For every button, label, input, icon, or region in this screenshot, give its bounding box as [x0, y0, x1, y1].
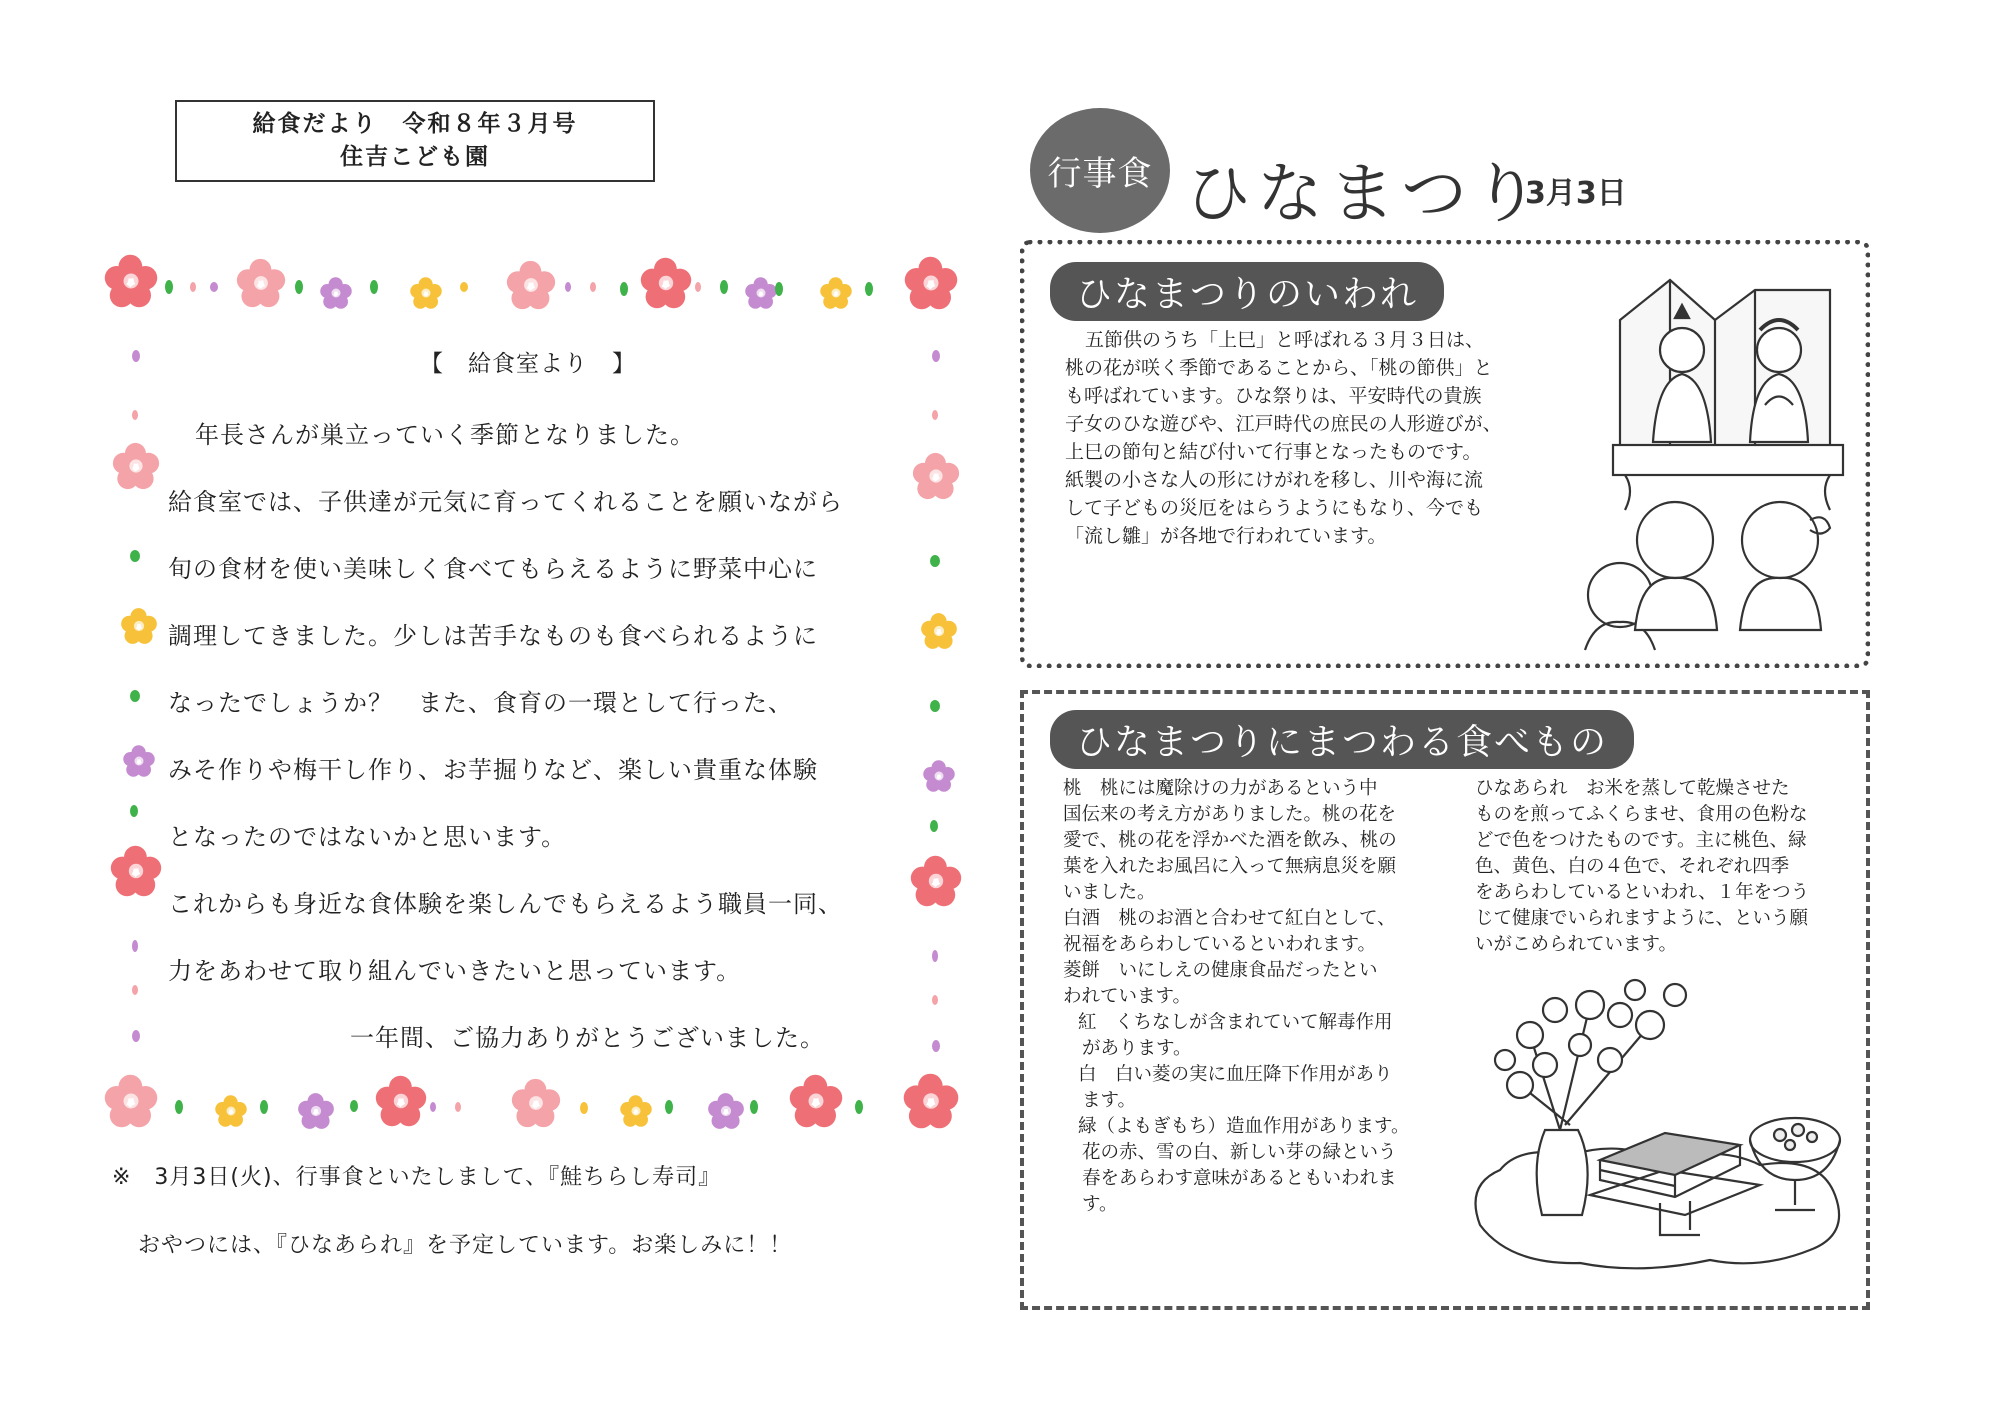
flower-decoration	[904, 1074, 959, 1129]
flower-decoration	[620, 1095, 652, 1127]
newsletter-title: 給食だより 令和８年３月号	[252, 111, 578, 137]
letter-line: 力をあわせて取り組んでいきたいと思っています。	[168, 957, 742, 985]
flower-decoration	[298, 1093, 334, 1129]
food-line: 春をあらわす意味があるともいわれま	[1082, 1168, 1397, 1189]
dot-decoration	[865, 282, 873, 296]
letter-line: 調理してきました。少しは苦手なものも食べられるように	[168, 622, 818, 650]
dot-decoration	[165, 280, 173, 294]
food-line: ひなあられ お米を蒸して乾燥させた	[1475, 778, 1790, 799]
flower-decoration	[913, 453, 959, 499]
flower-decoration	[641, 258, 691, 308]
origin-line: して子どもの災厄をはらうようにもなり、今でも	[1065, 497, 1484, 519]
food-line: 桃 桃には魔除けの力があるという中	[1063, 778, 1378, 799]
flower-decoration	[507, 261, 555, 309]
flower-decoration	[410, 277, 442, 309]
flower-decoration	[237, 259, 285, 307]
dot-decoration	[932, 350, 940, 362]
flower-decoration	[121, 608, 157, 644]
food-line: どで色をつけたものです。主に桃色、緑	[1475, 830, 1807, 851]
flower-decoration	[512, 1079, 560, 1127]
flower-decoration	[708, 1093, 744, 1129]
dot-decoration	[565, 282, 571, 292]
flower-decoration	[113, 443, 159, 489]
dot-decoration	[130, 805, 138, 817]
dot-decoration	[132, 350, 140, 362]
food-line: 祝福をあらわしているといわれます。	[1063, 934, 1377, 955]
dot-decoration	[132, 985, 138, 995]
dot-decoration	[132, 1030, 140, 1042]
origin-line: 桃の花が咲く季節であることから、「桃の節供」と	[1065, 357, 1493, 379]
flower-decoration	[215, 1095, 247, 1127]
dot-decoration	[932, 950, 938, 962]
dot-decoration	[370, 280, 378, 294]
dot-decoration	[132, 410, 138, 420]
flower-decoration	[105, 255, 158, 308]
flower-decoration	[376, 1076, 426, 1126]
food-line: 白 白い菱の実に血圧降下作用があり	[1078, 1064, 1393, 1085]
event-title: ひなまつり	[1185, 155, 1545, 232]
dot-decoration	[932, 1040, 940, 1052]
hinamatsuri-foods-illustration	[1460, 965, 1850, 1285]
food-line: 緑（よもぎもち）造血作用があります。	[1078, 1116, 1410, 1137]
letter-line: となったのではないかと思います。	[168, 823, 567, 851]
dot-decoration	[130, 550, 140, 562]
event-date: 3月3日	[1525, 176, 1627, 211]
letter-line: 年長さんが巣立っていく季節となりました。	[195, 421, 695, 449]
origin-line: も呼ばれています。ひな祭りは、平安時代の貴族	[1065, 385, 1482, 407]
food-line: ものを煎ってふくらませ、食用の色粉な	[1475, 804, 1808, 825]
school-name: 住吉こども園	[340, 144, 490, 170]
flower-decoration	[745, 277, 777, 309]
letter-line: なったでしょうか？ また、食育の一環として行った、	[168, 689, 793, 717]
dot-decoration	[695, 282, 701, 292]
flower-decoration	[123, 745, 155, 777]
food-line: 菱餅 いにしえの健康食品だったとい	[1063, 960, 1378, 981]
food-line: 紅 くちなしが含まれていて解毒作用	[1078, 1012, 1393, 1033]
dot-decoration	[460, 282, 468, 292]
notice-line-2: おやつには、『ひなあられ』を予定しています。お楽しみに！！	[138, 1233, 793, 1258]
origin-line: 「流し雛」が各地で行われています。	[1065, 525, 1387, 547]
letter-closing: 一年間、ご協力ありがとうございました。	[350, 1024, 825, 1052]
flower-decoration	[905, 257, 958, 310]
dot-decoration	[620, 282, 628, 296]
dot-decoration	[260, 1100, 268, 1114]
dot-decoration	[130, 690, 140, 702]
dot-decoration	[720, 280, 728, 294]
food-line: 花の赤、雪の白、新しい芽の緑という	[1082, 1142, 1397, 1163]
origin-line: 子女のひな遊びや、江戸時代の庶民の人形遊びが、	[1065, 413, 1502, 435]
foods-heading: ひなまつりにまつわる食べもの	[1050, 710, 1634, 769]
flower-decoration	[921, 613, 957, 649]
food-line: 白酒 桃のお酒と合わせて紅白として、	[1063, 908, 1396, 929]
hina-dolls-illustration	[1435, 270, 1855, 655]
dot-decoration	[430, 1102, 436, 1112]
food-line: 葉を入れたお風呂に入って無病息災を願	[1063, 856, 1397, 877]
dot-decoration	[665, 1100, 673, 1114]
origin-line: 上巳の節句と結び付いて行事となったものです。	[1065, 441, 1482, 463]
food-line: いがこめられています。	[1475, 934, 1678, 955]
dot-decoration	[580, 1102, 588, 1114]
origin-line: 五節供のうち「上巳」と呼ばれる３月３日は、	[1085, 329, 1485, 351]
food-line: 愛で、桃の花を浮かべた酒を飲み、桃の	[1063, 830, 1397, 851]
letter-line: 旬の食材を使い美味しく食べてもらえるように野菜中心に	[168, 555, 818, 583]
letter-heading: 【 給食室より 】	[420, 351, 636, 377]
food-line: があります。	[1082, 1038, 1192, 1059]
letter-line: これからも身近な食体験を楽しんでもらえるよう職員一同、	[168, 890, 843, 918]
origin-line: 紙製の小さな人の形にけがれを移し、川や海に流	[1065, 469, 1484, 491]
dot-decoration	[210, 282, 218, 292]
flower-decoration	[790, 1075, 843, 1128]
dot-decoration	[295, 280, 303, 294]
flower-decoration	[111, 846, 161, 896]
food-line: す。	[1082, 1194, 1118, 1215]
food-line: 国伝来の考え方がありました。桃の花を	[1063, 804, 1397, 825]
dot-decoration	[750, 1100, 758, 1114]
food-line: われています。	[1063, 986, 1192, 1007]
flower-decoration	[820, 277, 852, 309]
flower-decoration	[320, 277, 352, 309]
food-line: じて健康でいられますように、という願	[1475, 908, 1809, 929]
food-line: ます。	[1082, 1090, 1137, 1111]
letter-line: 給食室では、子供達が元気に育ってくれることを願いながら	[168, 488, 843, 516]
newsletter-header-box	[175, 100, 655, 182]
dot-decoration	[590, 282, 596, 292]
flower-decoration	[923, 760, 955, 792]
dot-decoration	[930, 555, 940, 567]
dot-decoration	[930, 820, 938, 832]
dot-decoration	[775, 282, 783, 296]
dot-decoration	[855, 1100, 863, 1114]
flower-decoration	[105, 1075, 158, 1128]
dot-decoration	[930, 700, 940, 712]
dot-decoration	[455, 1102, 461, 1112]
flower-decoration	[911, 856, 961, 906]
letter-line: みそ作りや梅干し作り、お芋掘りなど、楽しい貴重な体験	[168, 756, 818, 784]
food-line: をあらわしているといわれ、１年をつう	[1475, 882, 1810, 903]
dot-decoration	[175, 1100, 183, 1114]
dot-decoration	[932, 995, 938, 1005]
dot-decoration	[350, 1100, 358, 1112]
dot-decoration	[132, 940, 138, 952]
notice-line-1: ※ 3月3日(火)、行事食といたしまして、『鮭ちらし寿司』	[112, 1165, 722, 1190]
dot-decoration	[190, 282, 196, 292]
event-badge: 行事食	[1030, 108, 1170, 233]
food-line: 色、黄色、白の４色で、それぞれ四季	[1475, 856, 1790, 877]
food-line: いました。	[1063, 882, 1156, 903]
dot-decoration	[932, 410, 938, 420]
origin-heading: ひなまつりのいわれ	[1050, 262, 1444, 321]
